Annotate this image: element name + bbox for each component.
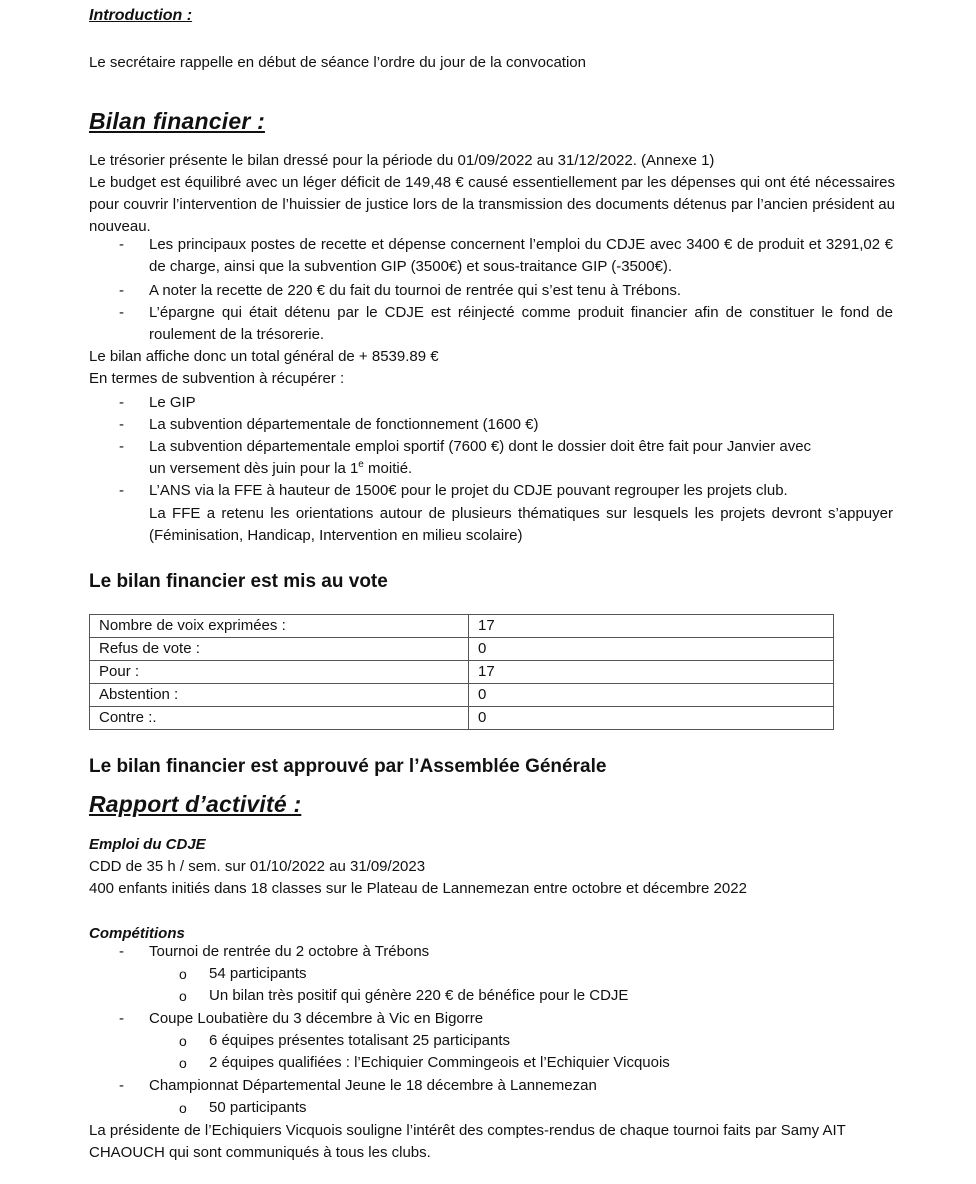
bilan-heading: Bilan financier : [89, 108, 265, 134]
vote-value: 0 [469, 707, 834, 730]
bullet-text: Les principaux postes de recette et dépense concernent l’emploi du CDJE avec 3400 € de produit et 3291,02 € de charge, ainsi que la subvention GIP (3500€) et sous-traitance GIP (-3500€). [149, 236, 893, 275]
detail-text: 2 équipes qualifiées : l’Echiquier Commingeois et l’Echiquier Vicquois [209, 1054, 670, 1071]
dash-bullet-icon: - [119, 1010, 124, 1027]
bullet-text: A noter la recette de 220 € du fait du tournoi de rentrée qui s’est tenu à Trébons. [149, 282, 682, 299]
bullet-text: L’épargne qui était détenu par le CDJE est réinjecté comme produit financier afin de constituer le fond de roulement de la trésorerie. [149, 304, 893, 343]
emploi-line-1: CDD de 35 h / sem. sur 01/10/2022 au 31/09/2023 [89, 858, 426, 875]
dash-bullet-icon: - [119, 416, 124, 433]
subvention-text-post: moitié. [363, 460, 413, 477]
vote-value: 0 [469, 684, 834, 707]
dash-bullet-icon: - [119, 236, 124, 253]
dash-bullet-icon: - [119, 482, 124, 499]
subvention-text: La subvention départementale emploi sportif (7600 €) dont le dossier doit être fait pour Janvier avec [149, 438, 812, 455]
detail-text: 54 participants [209, 965, 307, 982]
table-row [90, 615, 834, 638]
competition-label: Coupe Loubatière du 3 décembre à Vic en Bigorre [149, 1010, 484, 1027]
dash-bullet-icon: - [119, 1077, 124, 1094]
table-row [90, 661, 834, 684]
vote-result: Le bilan financier est approuvé par l’Assemblée Générale [89, 756, 607, 777]
circle-bullet-icon: o [179, 988, 187, 1004]
circle-bullet-icon: o [179, 1100, 187, 1116]
circle-bullet-icon: o [179, 1055, 187, 1071]
vote-label: Pour : [90, 661, 469, 684]
detail-text: 6 équipes présentes totalisant 25 participants [209, 1032, 511, 1049]
circle-bullet-icon: o [179, 966, 187, 982]
dash-bullet-icon: - [119, 304, 124, 321]
subvention-text: Le GIP [149, 394, 196, 411]
superscript: e [358, 459, 364, 470]
dash-bullet-icon: - [119, 438, 124, 455]
competitions-title: Compétitions [89, 925, 185, 942]
introduction-text: Le secrétaire rappelle en début de séance l’ordre du jour de la convocation [89, 54, 586, 71]
ffe-note: La FFE a retenu les orientations autour de plusieurs thématiques sur lesquels les projets devront s’appuyer (Féminisation, Handicap, Intervention en milieu scolaire) [149, 505, 893, 544]
vote-table [89, 614, 834, 730]
detail-text: 50 participants [209, 1099, 307, 1116]
table-row [90, 638, 834, 661]
dash-bullet-icon: - [119, 282, 124, 299]
rapport-heading: Rapport d’activité : [89, 791, 302, 817]
competition-label: Championnat Départemental Jeune le 18 décembre à Lannemezan [149, 1077, 597, 1094]
bilan-total: Le bilan affiche donc un total général de + 8539.89 € [89, 348, 439, 365]
dash-bullet-icon: - [119, 943, 124, 960]
introduction-heading: Introduction : [89, 7, 193, 24]
vote-label: Abstention : [90, 684, 469, 707]
vote-heading: Le bilan financier est mis au vote [89, 571, 388, 592]
vote-value: 0 [469, 638, 834, 661]
subvention-text: L’ANS via la FFE à hauteur de 1500€ pour le projet du CDJE pouvant regrouper les projets club. [149, 482, 788, 499]
vote-label: Contre :. [90, 707, 469, 730]
vote-value: 17 [469, 661, 834, 684]
detail-text: Un bilan très positif qui génère 220 € de bénéfice pour le CDJE [209, 987, 629, 1004]
bilan-paragraph-2: Le budget est équilibré avec un léger déficit de 149,48 € causé essentiellement par les dépenses qui ont été nécessaires pour couvrir l’intervention de l’huissier de justice lors de la transmission des documents détenus par l’ancien président au nouveau. [89, 174, 895, 235]
table-row [90, 707, 834, 730]
vote-label: Refus de vote : [90, 638, 469, 661]
subvention-text: La subvention départementale de fonctionnement (1600 €) [149, 416, 539, 433]
bilan-paragraph-1: Le trésorier présente le bilan dressé pour la période du 01/09/2022 au 31/12/2022. (Annexe 1) [89, 152, 715, 169]
emploi-line-2: 400 enfants initiés dans 18 classes sur le Plateau de Lannemezan entre octobre et décembre 2022 [89, 880, 747, 897]
vote-label: Nombre de voix exprimées : [90, 615, 469, 638]
subvention-intro: En termes de subvention à récupérer : [89, 370, 345, 387]
table-row [90, 684, 834, 707]
competition-label: Tournoi de rentrée du 2 octobre à Trébons [149, 943, 430, 960]
circle-bullet-icon: o [179, 1033, 187, 1049]
dash-bullet-icon: - [119, 394, 124, 411]
emploi-title: Emploi du CDJE [89, 836, 206, 853]
subvention-text-pre: un versement dès juin pour la 1 [149, 460, 359, 477]
closing-paragraph: La présidente de l’Echiquiers Vicquois souligne l’intérêt des comptes-rendus de chaque tournoi faits par Samy AIT CHAOUCH qui sont communiqués à tous les clubs. [89, 1122, 846, 1161]
vote-value: 17 [469, 615, 834, 638]
